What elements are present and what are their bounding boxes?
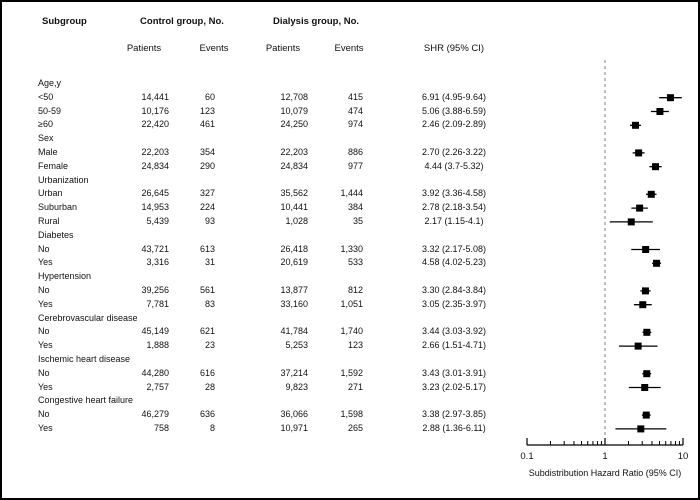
axis-tick-label: 1 bbox=[602, 451, 608, 462]
dialysis-patients-value: 26,418 bbox=[280, 243, 308, 254]
subgroup-label: ≥60 bbox=[38, 119, 53, 130]
dialysis-patients-value: 41,784 bbox=[280, 326, 308, 337]
control-patients-value: 45,149 bbox=[141, 326, 169, 337]
section-row bbox=[2, 353, 698, 367]
control-patients-value: 22,203 bbox=[141, 147, 169, 157]
shr-ci-value: 2.78 (2.18-3.54) bbox=[421, 202, 487, 213]
control-events-value: 613 bbox=[199, 243, 215, 254]
dialysis-events-value: 265 bbox=[347, 423, 363, 433]
control-events-value: 93 bbox=[204, 216, 215, 226]
control-patients-value: 14,441 bbox=[141, 91, 169, 102]
column-header-control-group: Control group, No. bbox=[140, 16, 224, 27]
subgroup-label: Yes bbox=[38, 340, 53, 351]
control-events-value: 83 bbox=[204, 298, 215, 309]
table-row bbox=[2, 91, 698, 105]
axis-label: Subdistribution Hazard Ratio (95% CI) bbox=[528, 468, 682, 478]
subgroup-label: <50 bbox=[38, 91, 54, 102]
table-row bbox=[2, 325, 698, 339]
dialysis-patients-value: 10,079 bbox=[280, 105, 308, 116]
shr-ci-value: 3.92 (3.36-4.58) bbox=[421, 188, 487, 199]
dialysis-patients-value: 24,250 bbox=[280, 119, 308, 130]
control-patients-value: 46,279 bbox=[141, 409, 169, 420]
dialysis-patients-value: 1,028 bbox=[285, 216, 308, 226]
subgroup-label: 50-59 bbox=[38, 105, 62, 116]
dialysis-events-value: 35 bbox=[352, 216, 363, 226]
section-label: Cerebrovascular disease bbox=[38, 312, 138, 323]
section-label: Age,y bbox=[38, 78, 62, 88]
subgroup-label: Yes bbox=[38, 257, 53, 268]
dialysis-events-value: 812 bbox=[347, 285, 363, 295]
table-row bbox=[2, 201, 698, 215]
axis-tick-label: 10 bbox=[677, 451, 689, 462]
table-row bbox=[2, 187, 698, 201]
section-label: Hypertension bbox=[38, 271, 92, 282]
subgroup-label: Yes bbox=[38, 381, 53, 392]
dialysis-patients-value: 33,160 bbox=[280, 298, 308, 309]
section-row bbox=[2, 132, 698, 146]
control-events-value: 290 bbox=[199, 160, 215, 171]
shr-ci-value: 3.05 (2.35-3.97) bbox=[421, 298, 487, 309]
control-patients-value: 1,888 bbox=[146, 340, 169, 351]
dialysis-events-value: 974 bbox=[347, 119, 363, 130]
dialysis-events-value: 1,051 bbox=[340, 298, 363, 309]
dialysis-events-value: 977 bbox=[347, 160, 363, 171]
dialysis-events-value: 886 bbox=[347, 147, 363, 157]
section-row bbox=[2, 174, 698, 188]
subgroup-label: No bbox=[38, 409, 50, 420]
control-events-value: 621 bbox=[199, 326, 215, 337]
dialysis-events-value: 415 bbox=[347, 91, 363, 102]
shr-ci-value: 3.23 (2.02-5.17) bbox=[421, 381, 487, 392]
shr-ci-value: 3.44 (3.03-3.92) bbox=[421, 326, 487, 337]
dialysis-events-value: 1,592 bbox=[340, 367, 363, 378]
table-row bbox=[2, 146, 698, 160]
dialysis-events-value: 1,598 bbox=[340, 409, 363, 420]
dialysis-patients-value: 20,619 bbox=[280, 257, 308, 268]
control-events-value: 561 bbox=[199, 285, 215, 295]
control-events-value: 616 bbox=[199, 367, 215, 378]
table-row bbox=[2, 422, 698, 436]
dialysis-patients-value: 22,203 bbox=[280, 147, 308, 157]
section-row bbox=[2, 77, 698, 91]
control-events-value: 28 bbox=[204, 381, 215, 392]
shr-ci-value: 2.46 (2.09-2.89) bbox=[421, 119, 487, 130]
subheader-control-events: Events bbox=[199, 43, 229, 54]
shr-ci-value: 3.32 (2.17-5.08) bbox=[421, 243, 487, 254]
control-events-value: 23 bbox=[204, 340, 215, 351]
dialysis-patients-value: 10,971 bbox=[280, 423, 308, 433]
subheader-control-patients: Patients bbox=[126, 43, 162, 54]
dialysis-events-value: 123 bbox=[347, 340, 363, 351]
section-row bbox=[2, 394, 698, 408]
dialysis-events-value: 384 bbox=[347, 202, 363, 213]
table-row bbox=[2, 339, 698, 353]
table-row bbox=[2, 408, 698, 422]
table-row bbox=[2, 367, 698, 381]
subgroup-label: No bbox=[38, 367, 50, 378]
control-patients-value: 7,781 bbox=[146, 298, 169, 309]
dialysis-patients-value: 10,441 bbox=[280, 202, 308, 213]
section-label: Congestive heart failure bbox=[38, 395, 134, 406]
section-label: Sex bbox=[38, 133, 54, 144]
dialysis-events-value: 1,740 bbox=[340, 326, 363, 337]
section-row bbox=[2, 312, 698, 326]
dialysis-events-value: 533 bbox=[347, 257, 363, 268]
subgroup-label: Suburban bbox=[38, 202, 78, 213]
dialysis-patients-value: 37,214 bbox=[280, 367, 308, 378]
control-events-value: 224 bbox=[199, 202, 215, 213]
subgroup-label: Male bbox=[38, 147, 58, 157]
subheader-shr-ci: SHR (95% CI) bbox=[423, 43, 485, 54]
control-events-value: 123 bbox=[199, 105, 215, 116]
dialysis-patients-value: 9,823 bbox=[285, 381, 308, 392]
control-events-value: 31 bbox=[204, 257, 215, 268]
control-events-value: 354 bbox=[199, 147, 215, 157]
shr-ci-value: 2.88 (1.36-6.11) bbox=[422, 423, 486, 433]
section-label: Ischemic heart disease bbox=[38, 354, 131, 364]
shr-ci-value: 2.66 (1.51-4.71) bbox=[421, 340, 487, 351]
control-patients-value: 10,176 bbox=[141, 105, 169, 116]
column-header-subgroup: Subgroup bbox=[42, 16, 87, 27]
table-row bbox=[2, 118, 698, 132]
dialysis-patients-value: 35,562 bbox=[280, 188, 308, 199]
control-patients-value: 44,280 bbox=[141, 367, 169, 378]
table-row bbox=[2, 381, 698, 395]
subgroup-label: Female bbox=[38, 160, 69, 171]
section-row bbox=[2, 270, 698, 284]
control-patients-value: 22,420 bbox=[141, 119, 169, 130]
shr-ci-value: 4.44 (3.7-5.32) bbox=[424, 160, 484, 171]
control-events-value: 327 bbox=[199, 188, 215, 199]
subgroup-label: Rural bbox=[38, 216, 60, 226]
section-label: Urbanization bbox=[38, 174, 89, 185]
dialysis-events-value: 474 bbox=[347, 105, 363, 116]
dialysis-patients-value: 13,877 bbox=[280, 285, 308, 295]
dialysis-patients-value: 12,708 bbox=[280, 91, 308, 102]
dialysis-events-value: 1,444 bbox=[340, 188, 363, 199]
control-patients-value: 5,439 bbox=[146, 216, 169, 226]
shr-ci-value: 3.43 (3.01-3.91) bbox=[421, 367, 487, 378]
shr-ci-value: 4.58 (4.02-5.23) bbox=[421, 257, 487, 268]
dialysis-patients-value: 5,253 bbox=[285, 340, 308, 351]
table-row bbox=[2, 298, 698, 312]
control-events-value: 461 bbox=[199, 119, 215, 130]
control-patients-value: 758 bbox=[153, 423, 169, 433]
table-rows bbox=[2, 2, 698, 498]
dialysis-patients-value: 24,834 bbox=[280, 160, 308, 171]
section-row bbox=[2, 229, 698, 243]
table-row bbox=[2, 105, 698, 119]
subgroup-label: No bbox=[38, 285, 50, 295]
control-patients-value: 39,256 bbox=[141, 285, 169, 295]
control-patients-value: 26,645 bbox=[141, 188, 169, 199]
table-row bbox=[2, 256, 698, 270]
shr-ci-value: 6.91 (4.95-9.64) bbox=[421, 91, 487, 102]
table-row bbox=[2, 160, 698, 174]
control-patients-value: 2,757 bbox=[146, 381, 169, 392]
shr-ci-value: 2.70 (2.26-3.22) bbox=[421, 147, 487, 157]
dialysis-patients-value: 36,066 bbox=[280, 409, 308, 420]
shr-ci-value: 5.06 (3.88-6.59) bbox=[421, 105, 487, 116]
subheader-dialysis-events: Events bbox=[334, 43, 364, 54]
column-header-dialysis-group: Dialysis group, No. bbox=[272, 16, 360, 27]
shr-ci-value: 3.30 (2.84-3.84) bbox=[421, 285, 487, 295]
control-patients-value: 14,953 bbox=[141, 202, 169, 213]
subgroup-label: Yes bbox=[38, 298, 53, 309]
dialysis-events-value: 1,330 bbox=[340, 243, 363, 254]
subgroup-label: No bbox=[38, 243, 50, 254]
control-events-value: 60 bbox=[204, 91, 215, 102]
control-events-value: 636 bbox=[199, 409, 215, 420]
table-row bbox=[2, 284, 698, 298]
table-row bbox=[2, 215, 698, 229]
control-events-value: 8 bbox=[209, 423, 215, 433]
control-patients-value: 43,721 bbox=[141, 243, 169, 254]
subgroup-label: Urban bbox=[38, 188, 63, 199]
control-patients-value: 3,316 bbox=[146, 257, 169, 268]
subgroup-label: Yes bbox=[38, 423, 53, 433]
section-label: Diabetes bbox=[38, 229, 74, 240]
axis-tick-label: 0.1 bbox=[520, 451, 534, 462]
dialysis-events-value: 271 bbox=[347, 381, 363, 392]
shr-ci-value: 3.38 (2.97-3.85) bbox=[421, 409, 487, 420]
subheader-dialysis-patients: Patients bbox=[265, 43, 301, 54]
shr-ci-value: 2.17 (1.15-4.1) bbox=[424, 216, 484, 226]
table-row bbox=[2, 243, 698, 257]
subgroup-label: No bbox=[38, 326, 50, 337]
control-patients-value: 24,834 bbox=[141, 160, 169, 171]
